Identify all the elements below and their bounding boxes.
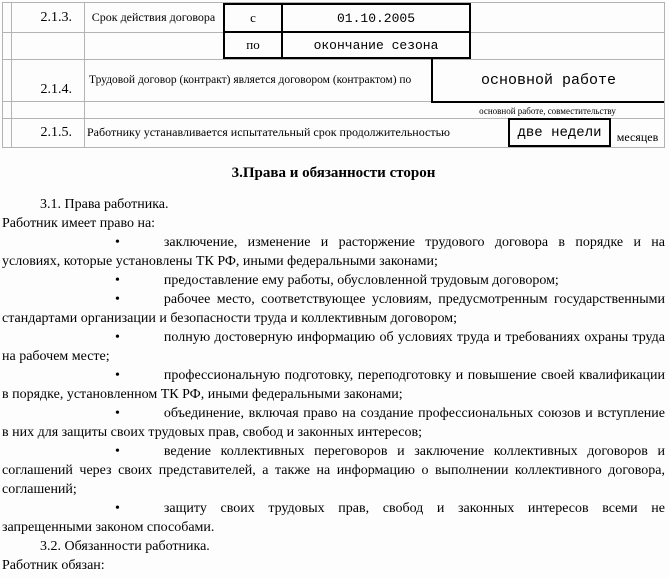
- bullet-icon: •: [115, 330, 120, 345]
- right-item-text: объединение, включая право на создание профессиональных союзов и вступление в них для защиты своих трудовых прав, свобод и законных интересов;: [2, 406, 665, 440]
- term-dates-box: [223, 3, 471, 59]
- right-item-text: рабочее место, соответствующее условиям, предусмотренным государственными стандартами организации и безопасности труда и коллективным договором;: [2, 292, 665, 326]
- row-215-label: Работнику устанавливается испытательный срок продолжительностью: [87, 125, 451, 139]
- rights-list-item: [2, 442, 665, 499]
- rights-list-item: [2, 290, 665, 328]
- term-to-label: по: [246, 37, 260, 52]
- rights-intro: Работник имеет право на:: [2, 216, 156, 231]
- rights-list-item: [2, 366, 665, 404]
- subsection-3-1-title: 3.1. Права работника.: [40, 197, 169, 212]
- probation-unit-label: месяцев: [616, 130, 659, 144]
- subsection-3-2-title: 3.2. Обязанности работника.: [40, 539, 210, 554]
- right-item-text: предоставление ему работы, обусловленной трудовым договором;: [163, 273, 559, 288]
- grid-line-h3: [3, 101, 431, 102]
- row-213-number: 2.1.3.: [40, 9, 72, 25]
- rights-list-item: [2, 328, 665, 366]
- right-item-text: заключение, изменение и расторжение трудового договора в порядке и на условиях, которые установлены ТК РФ, иными федеральными законами;: [2, 235, 665, 269]
- contract-type-value: основной работе: [480, 71, 617, 89]
- bullet-icon: •: [115, 292, 120, 307]
- bullet-icon: •: [115, 406, 120, 421]
- probation-period-box: две недели: [508, 118, 611, 147]
- term-from-value: 01.10.2005: [336, 10, 415, 26]
- row-214-label: Трудовой договор (контракт) является договором (контрактом) по: [89, 74, 412, 86]
- bullet-icon: •: [115, 368, 120, 383]
- document-page: [0, 2, 669, 575]
- row-214-number: 2.1.4.: [40, 82, 72, 97]
- bullet-icon: •: [115, 235, 120, 250]
- bullet-icon: •: [115, 273, 120, 288]
- right-item-text: профессиональную подготовку, переподготовку и повышение своей квалификации в порядке, установленном ТК РФ, иными федеральными законами;: [2, 368, 665, 402]
- contract-form-table: [2, 2, 665, 148]
- right-item-text: полную достоверную информацию об условиях труда и требованиях охраны труда на рабочем месте;: [2, 330, 665, 364]
- right-item-text: защиту своих трудовых прав, свобод и законных интересов всеми не запрещенными законом способами.: [2, 501, 665, 535]
- duties-intro: Работник обязан:: [2, 558, 105, 573]
- term-from-label: с: [250, 10, 256, 25]
- term-to-value: окончание сезона: [313, 37, 439, 53]
- right-item-text: ведение коллективных переговоров и заключение коллективных договоров и соглашений через своих представителей, а также на информацию о выполнении коллективного договора, соглашений;: [2, 444, 665, 497]
- contract-type-hint: основной работе, совместительству: [479, 105, 616, 116]
- rights-list-item: [2, 233, 665, 271]
- bullet-icon: •: [115, 444, 120, 459]
- section-3-content: [2, 165, 665, 575]
- rights-list-item: [2, 499, 665, 537]
- row-213-label: Срок действия договора: [91, 10, 216, 24]
- row-215-number: 2.1.5.: [40, 124, 72, 140]
- bullet-icon: •: [115, 501, 120, 516]
- rights-list-item: [2, 404, 665, 442]
- rights-list-item: [2, 271, 665, 290]
- section-heading: 3.Права и обязанности сторон: [231, 165, 436, 181]
